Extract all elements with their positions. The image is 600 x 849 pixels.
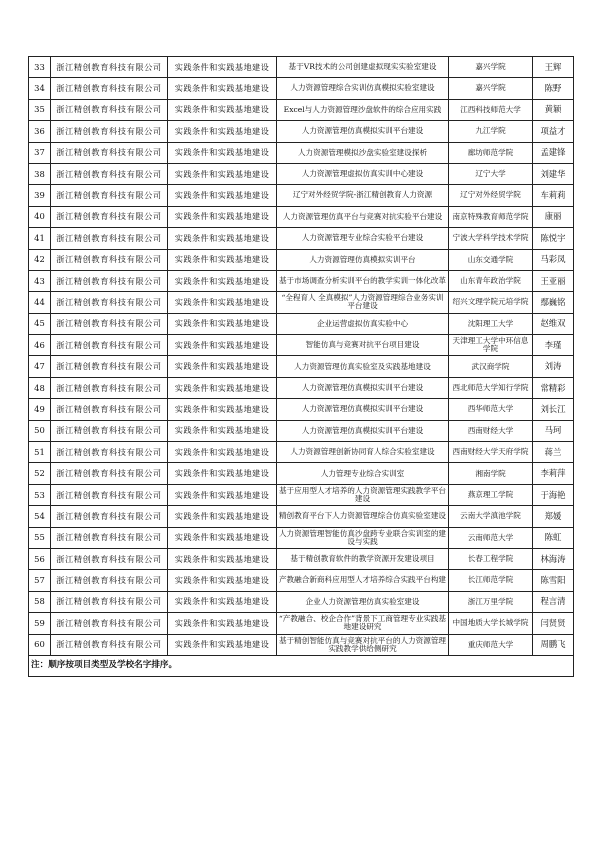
category-cell: 实践条件和实践基地建设 xyxy=(168,527,277,548)
school-cell: 西南财经大学 xyxy=(449,420,533,441)
person-cell: 刘建华 xyxy=(533,163,574,184)
table-row xyxy=(29,270,574,291)
category-cell: 实践条件和实践基地建设 xyxy=(168,313,277,334)
project-name-cell: 人力资源管理仿真模拟实训平台建设 xyxy=(277,121,449,142)
row-number: 50 xyxy=(29,420,51,441)
project-name-cell: 人力资源管理虚拟仿真实训中心建设 xyxy=(277,163,449,184)
table-row xyxy=(29,527,574,548)
row-number: 42 xyxy=(29,249,51,270)
row-number: 56 xyxy=(29,548,51,569)
table-row xyxy=(29,121,574,142)
row-number: 58 xyxy=(29,591,51,612)
table-row xyxy=(29,313,574,334)
person-cell: 陈野 xyxy=(533,78,574,99)
person-cell: 李莉萍 xyxy=(533,463,574,484)
project-name-cell: 产教融合新商科应用型人才培养综合实践平台构建 xyxy=(277,570,449,591)
person-cell: 王亚丽 xyxy=(533,270,574,291)
organization-cell: 浙江精创教育科技有限公司 xyxy=(51,163,168,184)
note-row xyxy=(29,655,574,676)
school-cell: 武汉商学院 xyxy=(449,356,533,377)
table-row xyxy=(29,484,574,505)
organization-cell: 浙江精创教育科技有限公司 xyxy=(51,377,168,398)
school-cell: 西北师范大学知行学院 xyxy=(449,377,533,398)
project-name-cell: 精创教育平台下人力资源管理综合仿真实验室建设 xyxy=(277,506,449,527)
school-cell: 湘南学院 xyxy=(449,463,533,484)
project-name-cell: 人力资源管理仿真模拟实训平台建设 xyxy=(277,377,449,398)
project-name-cell: 企业运营虚拟仿真实验中心 xyxy=(277,313,449,334)
person-cell: 鄢巍铭 xyxy=(533,292,574,313)
school-cell: 燕京理工学院 xyxy=(449,484,533,505)
person-cell: 康丽 xyxy=(533,206,574,227)
table-row xyxy=(29,249,574,270)
school-cell: 辽宁大学 xyxy=(449,163,533,184)
row-number: 40 xyxy=(29,206,51,227)
category-cell: 实践条件和实践基地建设 xyxy=(168,548,277,569)
category-cell: 实践条件和实践基地建设 xyxy=(168,420,277,441)
row-number: 60 xyxy=(29,634,51,655)
school-cell: 绍兴文理学院元培学院 xyxy=(449,292,533,313)
table-row xyxy=(29,506,574,527)
row-number: 37 xyxy=(29,142,51,163)
person-cell: 马彩凤 xyxy=(533,249,574,270)
school-cell: 西南财经大学天府学院 xyxy=(449,442,533,463)
person-cell: 孟建锋 xyxy=(533,142,574,163)
school-cell: 江西科技师范大学 xyxy=(449,99,533,120)
category-cell: 实践条件和实践基地建设 xyxy=(168,270,277,291)
category-cell: 实践条件和实践基地建设 xyxy=(168,99,277,120)
organization-cell: 浙江精创教育科技有限公司 xyxy=(51,634,168,655)
organization-cell: 浙江精创教育科技有限公司 xyxy=(51,356,168,377)
organization-cell: 浙江精创教育科技有限公司 xyxy=(51,399,168,420)
organization-cell: 浙江精创教育科技有限公司 xyxy=(51,270,168,291)
school-cell: 重庆师范大学 xyxy=(449,634,533,655)
project-name-cell: 基于市场调查分析实训平台的教学实训一体化改革 xyxy=(277,270,449,291)
organization-cell: 浙江精创教育科技有限公司 xyxy=(51,463,168,484)
row-number: 47 xyxy=(29,356,51,377)
organization-cell: 浙江精创教育科技有限公司 xyxy=(51,142,168,163)
organization-cell: 浙江精创教育科技有限公司 xyxy=(51,591,168,612)
project-name-cell: “全程育人 全真模拟”人力资源管理综合业务实训平台建设 xyxy=(277,292,449,313)
organization-cell: 浙江精创教育科技有限公司 xyxy=(51,206,168,227)
table-note: 注：顺序按项目类型及学校名字排序。 xyxy=(29,655,574,676)
row-number: 35 xyxy=(29,99,51,120)
row-number: 34 xyxy=(29,78,51,99)
table-row xyxy=(29,463,574,484)
results-table-sheet xyxy=(28,56,573,677)
project-name-cell: 基于VR技术的公司创建虚拟现实实验室建设 xyxy=(277,57,449,78)
person-cell: 陈虹 xyxy=(533,527,574,548)
row-number: 51 xyxy=(29,442,51,463)
table-row xyxy=(29,356,574,377)
school-cell: 廊坊师范学院 xyxy=(449,142,533,163)
table-row xyxy=(29,613,574,634)
project-name-cell: 人力资源管理仿真平台与竞赛对抗实验平台建设 xyxy=(277,206,449,227)
table-row xyxy=(29,99,574,120)
table-row xyxy=(29,57,574,78)
school-cell: 嘉兴学院 xyxy=(449,78,533,99)
person-cell: 程言清 xyxy=(533,591,574,612)
organization-cell: 浙江精创教育科技有限公司 xyxy=(51,185,168,206)
organization-cell: 浙江精创教育科技有限公司 xyxy=(51,292,168,313)
organization-cell: 浙江精创教育科技有限公司 xyxy=(51,570,168,591)
row-number: 46 xyxy=(29,335,51,356)
table-row xyxy=(29,206,574,227)
school-cell: 沈阳理工大学 xyxy=(449,313,533,334)
organization-cell: 浙江精创教育科技有限公司 xyxy=(51,249,168,270)
category-cell: 实践条件和实践基地建设 xyxy=(168,335,277,356)
category-cell: 实践条件和实践基地建设 xyxy=(168,206,277,227)
results-table xyxy=(28,56,574,677)
row-number: 38 xyxy=(29,163,51,184)
category-cell: 实践条件和实践基地建设 xyxy=(168,163,277,184)
category-cell: 实践条件和实践基地建设 xyxy=(168,399,277,420)
person-cell: 车莉莉 xyxy=(533,185,574,206)
project-name-cell: 基于应用型人才培养的人力资源管理实践教学平台建设 xyxy=(277,484,449,505)
project-name-cell: 人力资源管理模拟沙盘实验室建设探析 xyxy=(277,142,449,163)
organization-cell: 浙江精创教育科技有限公司 xyxy=(51,78,168,99)
project-name-cell: 人力资源管理智能仿真沙盘跨专业联合实训室的建设与实践 xyxy=(277,527,449,548)
row-number: 36 xyxy=(29,121,51,142)
row-number: 39 xyxy=(29,185,51,206)
row-number: 54 xyxy=(29,506,51,527)
school-cell: 云南大学滇池学院 xyxy=(449,506,533,527)
project-name-cell: 辽宁对外经贸学院-浙江精创教育人力资源 xyxy=(277,185,449,206)
row-number: 45 xyxy=(29,313,51,334)
school-cell: 浙江万里学院 xyxy=(449,591,533,612)
project-name-cell: 基于精创智能仿真与竞赛对抗平台的人力资源管理实践教学供给侧研究 xyxy=(277,634,449,655)
project-name-cell: 人力资源管理仿真模拟实训平台建设 xyxy=(277,420,449,441)
project-name-cell: 基于精创教育软件的教学资源开发建设项目 xyxy=(277,548,449,569)
project-name-cell: 人力资源管理仿真实验室及实践基地建设 xyxy=(277,356,449,377)
row-number: 53 xyxy=(29,484,51,505)
school-cell: 辽宁对外经贸学院 xyxy=(449,185,533,206)
table-row xyxy=(29,335,574,356)
school-cell: 宁波大学科学技术学院 xyxy=(449,228,533,249)
table-row xyxy=(29,142,574,163)
person-cell: 项益才 xyxy=(533,121,574,142)
organization-cell: 浙江精创教育科技有限公司 xyxy=(51,420,168,441)
category-cell: 实践条件和实践基地建设 xyxy=(168,78,277,99)
person-cell: 刘涛 xyxy=(533,356,574,377)
organization-cell: 浙江精创教育科技有限公司 xyxy=(51,228,168,249)
category-cell: 实践条件和实践基地建设 xyxy=(168,292,277,313)
organization-cell: 浙江精创教育科技有限公司 xyxy=(51,613,168,634)
row-number: 49 xyxy=(29,399,51,420)
person-cell: 陈雪阳 xyxy=(533,570,574,591)
row-number: 33 xyxy=(29,57,51,78)
row-number: 44 xyxy=(29,292,51,313)
organization-cell: 浙江精创教育科技有限公司 xyxy=(51,527,168,548)
row-number: 41 xyxy=(29,228,51,249)
category-cell: 实践条件和实践基地建设 xyxy=(168,249,277,270)
school-cell: 天津理工大学中环信息学院 xyxy=(449,335,533,356)
category-cell: 实践条件和实践基地建设 xyxy=(168,484,277,505)
category-cell: 实践条件和实践基地建设 xyxy=(168,356,277,377)
project-name-cell: 人力资源管理专业综合实验平台建设 xyxy=(277,228,449,249)
school-cell: 嘉兴学院 xyxy=(449,57,533,78)
organization-cell: 浙江精创教育科技有限公司 xyxy=(51,335,168,356)
table-row xyxy=(29,399,574,420)
person-cell: 刘长江 xyxy=(533,399,574,420)
category-cell: 实践条件和实践基地建设 xyxy=(168,121,277,142)
project-name-cell: 人力管理专业综合实训室 xyxy=(277,463,449,484)
category-cell: 实践条件和实践基地建设 xyxy=(168,463,277,484)
school-cell: 中国地质大学长城学院 xyxy=(449,613,533,634)
project-name-cell: “产教融合、校企合作”背景下工商管理专业实践基地建设研究 xyxy=(277,613,449,634)
row-number: 43 xyxy=(29,270,51,291)
school-cell: 云南师范大学 xyxy=(449,527,533,548)
person-cell: 蒋兰 xyxy=(533,442,574,463)
project-name-cell: 智能仿真与竞赛对抗平台项目建设 xyxy=(277,335,449,356)
person-cell: 陈悦宇 xyxy=(533,228,574,249)
category-cell: 实践条件和实践基地建设 xyxy=(168,613,277,634)
person-cell: 马珂 xyxy=(533,420,574,441)
category-cell: 实践条件和实践基地建设 xyxy=(168,57,277,78)
table-row xyxy=(29,548,574,569)
table-row xyxy=(29,591,574,612)
row-number: 52 xyxy=(29,463,51,484)
school-cell: 长春工程学院 xyxy=(449,548,533,569)
person-cell: 于海艳 xyxy=(533,484,574,505)
person-cell: 郑媛 xyxy=(533,506,574,527)
category-cell: 实践条件和实践基地建设 xyxy=(168,506,277,527)
school-cell: 九江学院 xyxy=(449,121,533,142)
row-number: 57 xyxy=(29,570,51,591)
person-cell: 闫贤贤 xyxy=(533,613,574,634)
table-row xyxy=(29,163,574,184)
organization-cell: 浙江精创教育科技有限公司 xyxy=(51,506,168,527)
organization-cell: 浙江精创教育科技有限公司 xyxy=(51,57,168,78)
school-cell: 西华师范大学 xyxy=(449,399,533,420)
project-name-cell: 企业人力资源管理仿真实验室建设 xyxy=(277,591,449,612)
school-cell: 南京特殊教育师范学院 xyxy=(449,206,533,227)
person-cell: 常精彩 xyxy=(533,377,574,398)
row-number: 48 xyxy=(29,377,51,398)
category-cell: 实践条件和实践基地建设 xyxy=(168,442,277,463)
table-row xyxy=(29,570,574,591)
person-cell: 李瑾 xyxy=(533,335,574,356)
category-cell: 实践条件和实践基地建设 xyxy=(168,142,277,163)
category-cell: 实践条件和实践基地建设 xyxy=(168,570,277,591)
school-cell: 山东交通学院 xyxy=(449,249,533,270)
category-cell: 实践条件和实践基地建设 xyxy=(168,634,277,655)
category-cell: 实践条件和实践基地建设 xyxy=(168,591,277,612)
organization-cell: 浙江精创教育科技有限公司 xyxy=(51,484,168,505)
organization-cell: 浙江精创教育科技有限公司 xyxy=(51,99,168,120)
organization-cell: 浙江精创教育科技有限公司 xyxy=(51,313,168,334)
person-cell: 周鹏飞 xyxy=(533,634,574,655)
row-number: 59 xyxy=(29,613,51,634)
project-name-cell: 人力资源管理创新协同育人综合实验室建设 xyxy=(277,442,449,463)
category-cell: 实践条件和实践基地建设 xyxy=(168,185,277,206)
project-name-cell: 人力资源管理仿真模拟实训平台 xyxy=(277,249,449,270)
project-name-cell: Excel与人力资源管理沙盘软件的综合应用实践 xyxy=(277,99,449,120)
table-row xyxy=(29,420,574,441)
table-row xyxy=(29,78,574,99)
project-name-cell: 人力资源管理综合实训仿真模拟实验室建设 xyxy=(277,78,449,99)
table-row xyxy=(29,634,574,655)
table-row xyxy=(29,442,574,463)
school-cell: 山东青年政治学院 xyxy=(449,270,533,291)
person-cell: 王辉 xyxy=(533,57,574,78)
school-cell: 长江师范学院 xyxy=(449,570,533,591)
organization-cell: 浙江精创教育科技有限公司 xyxy=(51,121,168,142)
table-row xyxy=(29,228,574,249)
table-row xyxy=(29,292,574,313)
table-row xyxy=(29,185,574,206)
table-body xyxy=(29,57,574,656)
person-cell: 黄颖 xyxy=(533,99,574,120)
person-cell: 林海涛 xyxy=(533,548,574,569)
table-row xyxy=(29,377,574,398)
organization-cell: 浙江精创教育科技有限公司 xyxy=(51,548,168,569)
person-cell: 赵维双 xyxy=(533,313,574,334)
category-cell: 实践条件和实践基地建设 xyxy=(168,377,277,398)
category-cell: 实践条件和实践基地建设 xyxy=(168,228,277,249)
row-number: 55 xyxy=(29,527,51,548)
project-name-cell: 人力资源管理仿真模拟实训平台建设 xyxy=(277,399,449,420)
organization-cell: 浙江精创教育科技有限公司 xyxy=(51,442,168,463)
